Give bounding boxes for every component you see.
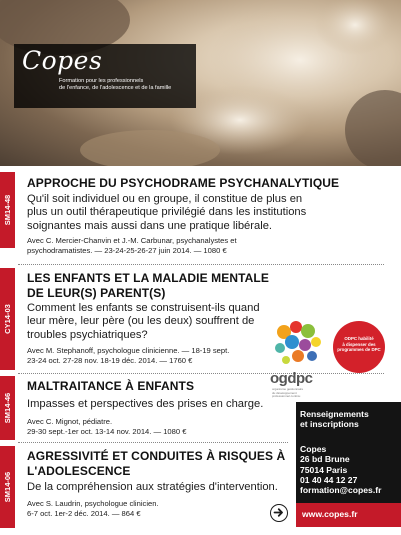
phone-number[interactable]: 01 40 44 12 27 xyxy=(300,475,358,485)
website-link[interactable]: www.copes.fr xyxy=(302,509,358,519)
course-title: MALTRAITANCE À ENFANTS xyxy=(27,379,195,393)
contact-address: Copes 26 bd Brune 75014 Paris xyxy=(300,444,350,475)
ogdpc-wordmark: ogdpc xyxy=(270,370,313,387)
logo: Copes xyxy=(22,46,103,75)
course-details: Avec S. Laudrin, psychologue clinicien. 6-7 oct. 1er-2 déc. 2014. — 864 € xyxy=(27,499,159,518)
separator xyxy=(18,442,288,443)
hero-image xyxy=(0,0,401,166)
course-code: SM14-48 xyxy=(3,194,12,226)
course-code-bar xyxy=(0,446,15,528)
ogdpc-subtitle: organisme gestionnaire du développement professionnel continu xyxy=(272,387,304,399)
course-details: Avec C. Mercier-Chanvin et J.-M. Carbunar, psychanalystes et psychodramatistes. — 23-24-25-26-27 juin 2014. — 1080 € xyxy=(27,236,237,255)
course-title: AGRESSIVITÉ ET CONDUITES À RISQUES À L'ADOLESCENCE xyxy=(27,449,286,478)
course-code-bar xyxy=(0,172,15,248)
arrow-right-icon xyxy=(270,504,288,522)
course-title: LES ENFANTS ET LA MALADIE MENTALE DE LEUR(S) PARENT(S) xyxy=(27,271,269,300)
logo-box xyxy=(14,44,196,108)
course-code: CY14-03 xyxy=(3,304,12,334)
course-code-bar xyxy=(0,376,15,440)
website-bar[interactable] xyxy=(296,503,401,527)
contact-title: Renseignements et inscriptions xyxy=(300,409,369,430)
course-details: Avec M. Stephanoff, psychologue clinicienne. — 18-19 sept. 23-24 oct. 27-28 nov. 18-19 déc. 2014. — 1760 € xyxy=(27,346,230,365)
course-code-bar xyxy=(0,268,15,370)
ogdpc-logo-graphic xyxy=(270,318,340,370)
logo-tagline: Formation pour les professionnels de l'enfance, de l'adolescence et de la famille xyxy=(59,78,172,91)
course-title: APPROCHE DU PSYCHODRAME PSYCHANALYTIQUE xyxy=(27,176,340,190)
course-code: SM14-06 xyxy=(3,471,12,503)
course-code: SM14-46 xyxy=(3,392,12,424)
course-description: Comment les enfants se construisent-ils quand leur mère, leur père (ou les deux) souffrent de troubles psychiatriques? xyxy=(27,302,260,341)
course-details: Avec C. Mignot, pédiatre. 29-30 sept.-1er oct. 13-14 nov. 2014. — 1080 € xyxy=(27,417,187,436)
odpc-badge: ODPC habilité à dispenser des programmes de DPC xyxy=(333,321,385,373)
contact-details xyxy=(300,475,381,496)
separator xyxy=(18,264,384,265)
course-description: De la compréhension aux stratégies d'intervention. xyxy=(27,481,278,493)
course-description: Qu'il soit individuel ou en groupe, il constitue de plus en plus un outil thérapeutique privilégié dans les institutions soignantes mais aussi dans une pratique libérale. xyxy=(27,193,307,232)
email-link[interactable]: formation@copes.fr xyxy=(300,485,382,496)
course-description: Impasses et perspectives des prises en charge. xyxy=(27,398,264,410)
